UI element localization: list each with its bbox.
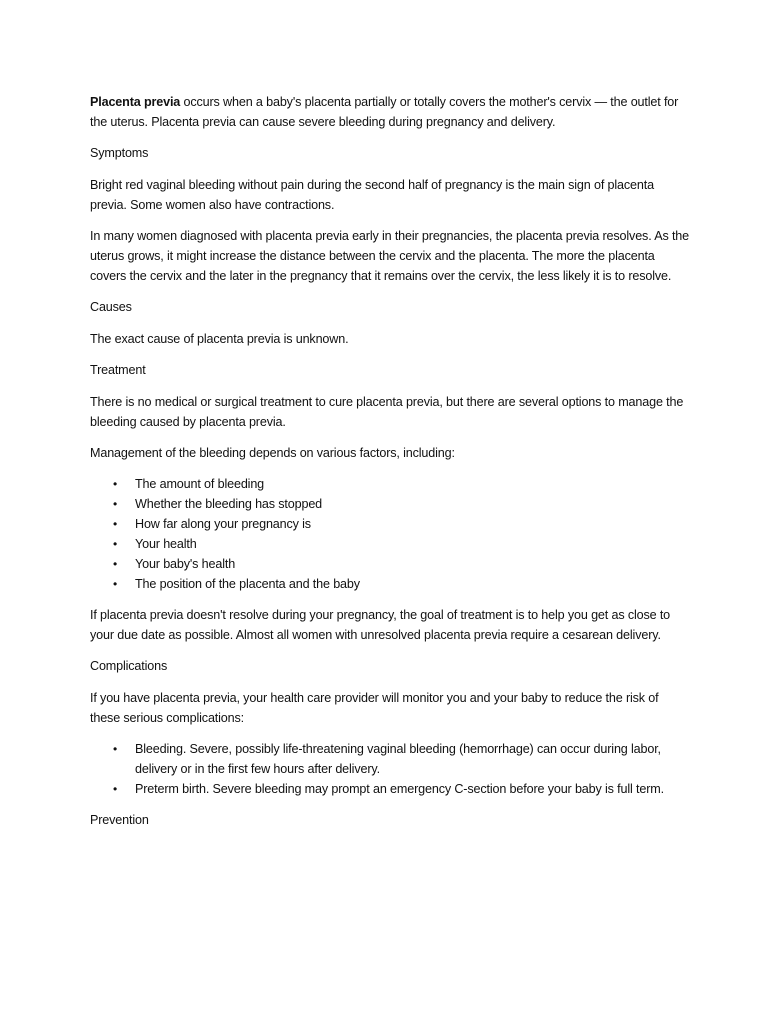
causes-paragraph: The exact cause of placenta previa is unknown. bbox=[90, 332, 349, 346]
treatment-paragraph-1: There is no medical or surgical treatment to cure placenta previa, but there are several options to manage the bleeding caused by placenta previa. bbox=[90, 395, 684, 429]
list-item-text: How far along your pregnancy is bbox=[135, 517, 311, 531]
list-item bbox=[90, 554, 690, 574]
list-item bbox=[90, 779, 690, 799]
treatment-factors-list bbox=[90, 474, 690, 594]
treatment-heading: Treatment bbox=[90, 363, 146, 377]
list-item bbox=[90, 739, 690, 779]
symptoms-paragraph-1: Bright red vaginal bleeding without pain during the second half of pregnancy is the main sign of placenta previa. Some women also have contractions. bbox=[90, 178, 654, 212]
list-item bbox=[90, 574, 690, 594]
bullet-icon: • bbox=[113, 557, 118, 571]
list-item bbox=[90, 534, 690, 554]
bullet-icon: • bbox=[113, 497, 118, 511]
list-item bbox=[90, 474, 690, 494]
list-item-text: The amount of bleeding bbox=[135, 477, 265, 491]
list-item-text: Preterm birth. Severe bleeding may prompt an emergency C-section before your baby is full term. bbox=[135, 782, 664, 796]
complications-paragraph: If you have placenta previa, your health care provider will monitor you and your baby to reduce the risk of these serious complications: bbox=[90, 691, 659, 725]
complications-list bbox=[90, 739, 690, 799]
list-item-text: Bleeding. Severe, possibly life-threatening vaginal bleeding (hemorrhage) can occur during labor, delivery or in the first few hours after delivery. bbox=[135, 742, 661, 776]
prevention-heading: Prevention bbox=[90, 813, 149, 827]
bullet-icon: • bbox=[113, 577, 118, 591]
list-item-text: Your health bbox=[135, 537, 197, 551]
bullet-icon: • bbox=[113, 537, 118, 551]
symptoms-paragraph-2: In many women diagnosed with placenta previa early in their pregnancies, the placenta previa resolves. As the uterus grows, it might increase the distance between the cervix and the placenta. The more the placenta covers the cervix and the later in the pregnancy that it remains over the cervix, the less likely it is to resolve. bbox=[90, 229, 689, 283]
intro-text: occurs when a baby's placenta partially or totally covers the mother's cervix — the outlet for the uterus. Placenta previa can cause severe bleeding during pregnancy and delivery. bbox=[90, 95, 679, 129]
bullet-icon: • bbox=[113, 477, 118, 491]
list-item-text: Your baby's health bbox=[135, 557, 236, 571]
intro-paragraph bbox=[90, 92, 690, 132]
treatment-paragraph-3: If placenta previa doesn't resolve during your pregnancy, the goal of treatment is to help you get as close to your due date as possible. Almost all women with unresolved placenta previa require a cesarean delivery. bbox=[90, 608, 671, 642]
intro-term: Placenta previa bbox=[90, 95, 181, 109]
bullet-icon: • bbox=[113, 782, 118, 796]
list-item bbox=[90, 514, 690, 534]
document-page bbox=[90, 92, 690, 842]
list-item bbox=[90, 494, 690, 514]
treatment-paragraph-2: Management of the bleeding depends on various factors, including: bbox=[90, 446, 455, 460]
list-item-text: The position of the placenta and the baby bbox=[135, 577, 360, 591]
bullet-icon: • bbox=[113, 742, 118, 756]
symptoms-heading: Symptoms bbox=[90, 146, 149, 160]
complications-heading: Complications bbox=[90, 659, 168, 673]
causes-heading: Causes bbox=[90, 300, 132, 314]
bullet-icon: • bbox=[113, 517, 118, 531]
list-item-text: Whether the bleeding has stopped bbox=[135, 497, 323, 511]
